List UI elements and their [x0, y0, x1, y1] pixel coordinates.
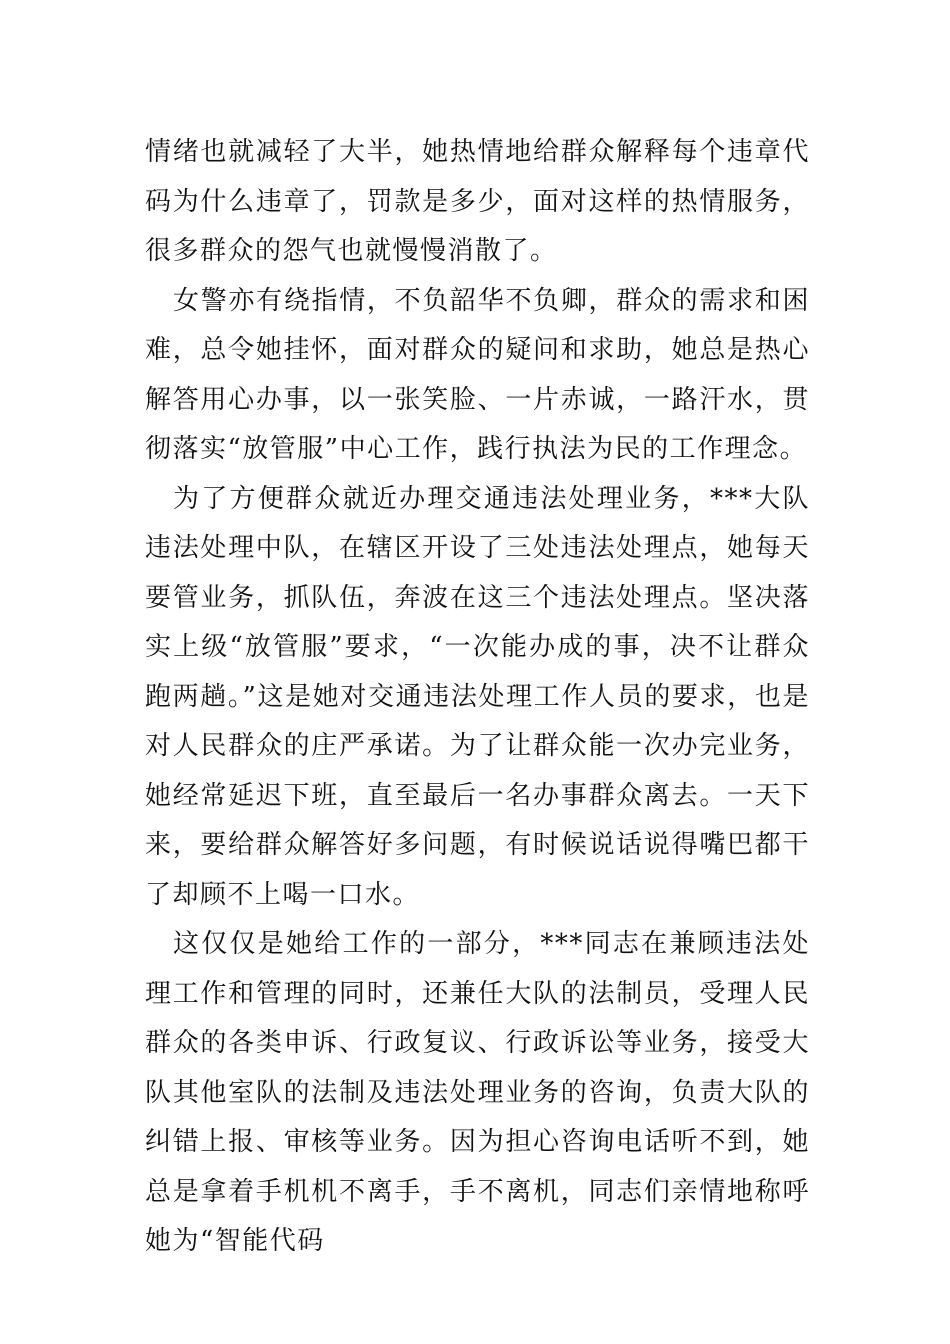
document-body: [145, 128, 810, 1267]
paragraph-4: 这仅仅是她给工作的一部分，***同志在兼顾违法处理工作和管理的同时，还兼任大队的法制员，受理人民群众的各类申诉、行政复议、行政诉讼等业务，接受大队其他室队的法制及违法处理业务的咨询，负责大队的纠错上报、审核等业务。因为担心咨询电话听不到，她总是拿着手机机不离手，手不离机，同志们亲情地称呼她为“智能代码: [145, 929, 810, 1256]
paragraph-2: 女警亦有绕指情，不负韶华不负卿，群众的需求和困难，总令她挂怀，面对群众的疑问和求助，她总是热心解答用心办事，以一张笑脸、一片赤诚，一路汗水，贯彻落实“放管服”中心工作，践行执法为民的工作理念。: [145, 285, 810, 464]
paragraph-3: 为了方便群众就近办理交通违法处理业务，***大队违法处理中队，在辖区开设了三处违法处理点，她每天要管业务，抓队伍，奔波在这三个违法处理点。坚决落实上级“放管服”要求，“一次能办成的事，决不让群众跑两趟。”这是她对交通违法处理工作人员的要求，也是对人民群众的庄严承诺。为了让群众能一次办完业务，她经常延迟下班，直至最后一名办事群众离去。一天下来，要给群众解答好多问题，有时候说话说得嘴巴都干了却顾不上喝一口水。: [145, 483, 810, 910]
paragraph-1: 情绪也就减轻了大半，她热情地给群众解释每个违章代码为什么违章了，罚款是多少，面对这样的热情服务，很多群众的怨气也就慢慢消散了。: [145, 137, 810, 266]
